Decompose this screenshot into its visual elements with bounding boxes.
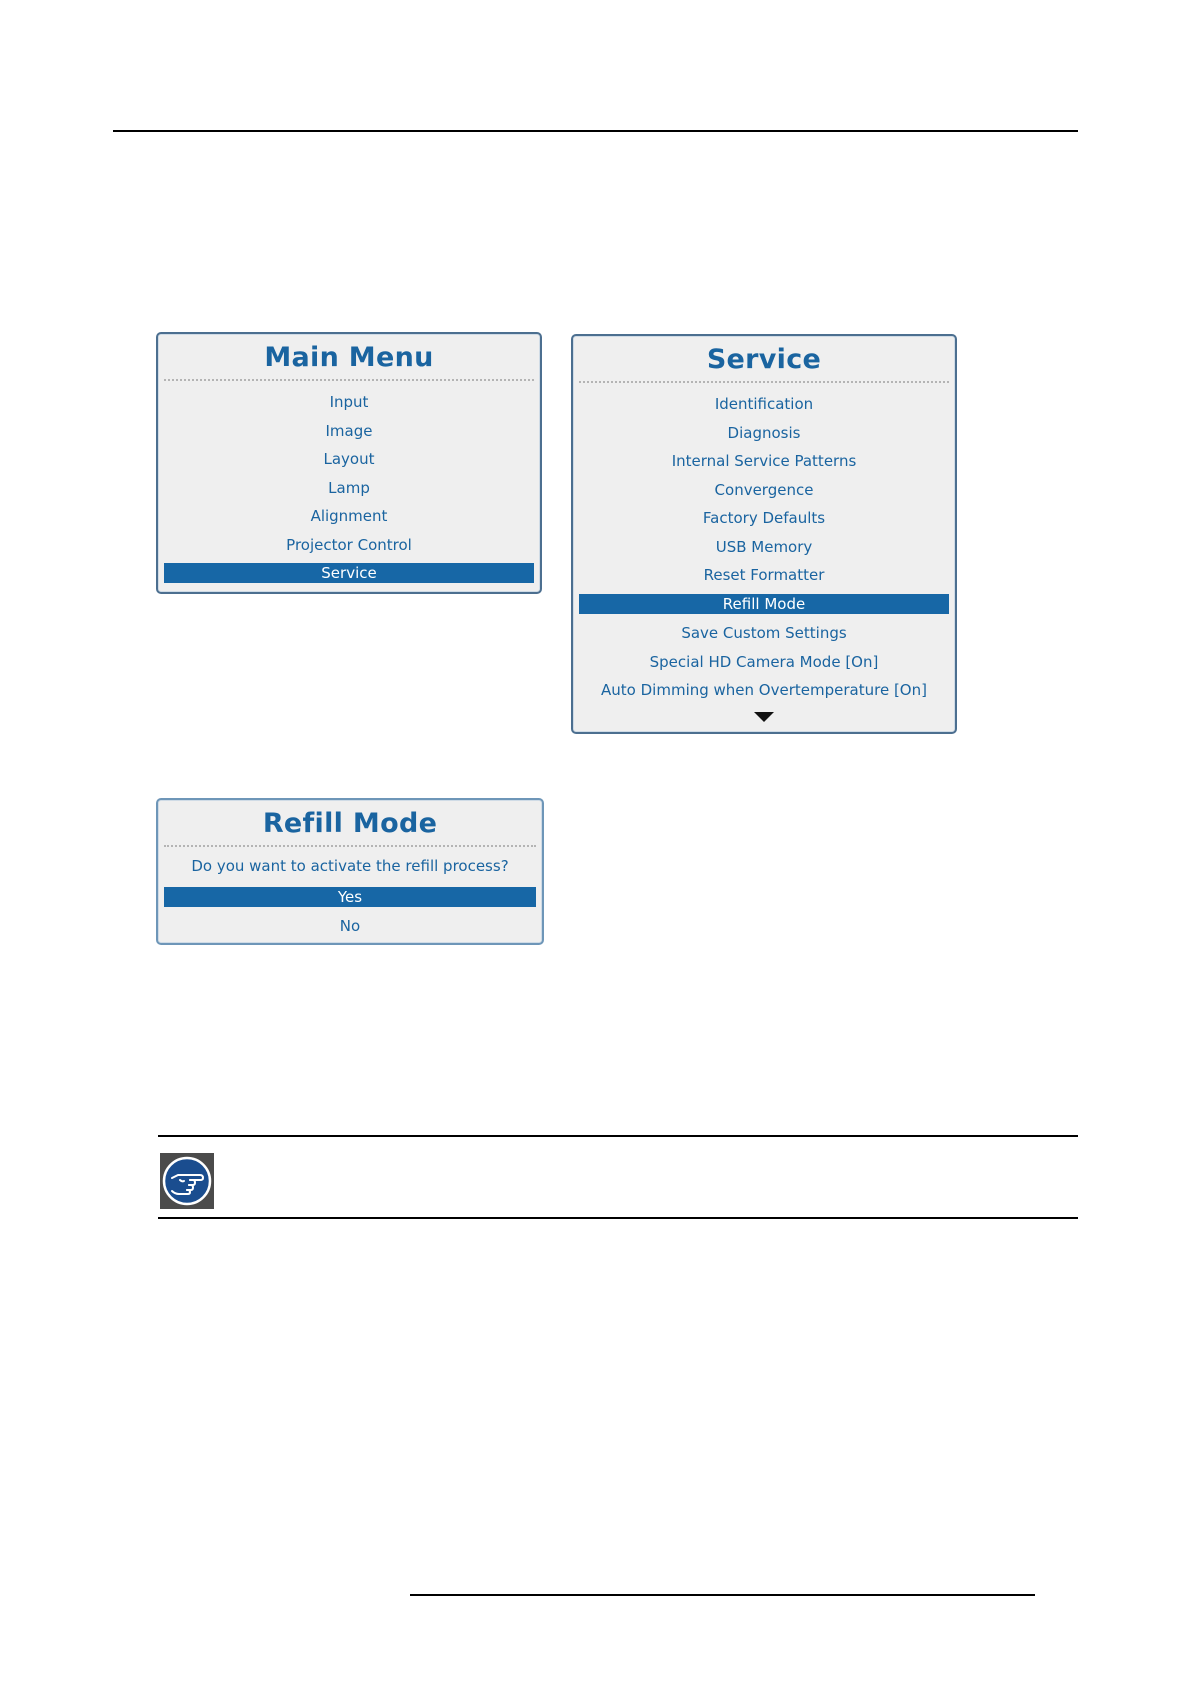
title-divider [164,379,534,381]
service-item-special-hd-camera-mode[interactable]: Special HD Camera Mode [On] [649,653,879,671]
option-no[interactable]: No [339,917,361,935]
service-item-auto-dimming[interactable]: Auto Dimming when Overtemperature [On] [601,681,927,699]
service-item-identification[interactable]: Identification [714,395,814,413]
footer-rule [410,1594,1035,1596]
main-menu-item-service[interactable]: Service [164,563,534,583]
option-yes[interactable]: Yes [164,887,536,907]
refill-question: Do you want to activate the refill process? [191,857,509,875]
main-menu-item-alignment[interactable]: Alignment [310,507,388,525]
refill-mode-dialog [156,798,544,945]
triangle-down-icon[interactable] [754,712,774,722]
main-menu-item-lamp[interactable]: Lamp [328,479,370,497]
title-divider [579,381,949,383]
service-item-save-custom-settings[interactable]: Save Custom Settings [681,624,847,642]
refill-mode-title: Refill Mode [262,808,438,839]
pointing-hand-icon [160,1153,214,1209]
main-menu-title: Main Menu [264,342,434,373]
service-item-reset-formatter[interactable]: Reset Formatter [703,566,825,584]
service-item-diagnosis[interactable]: Diagnosis [727,424,801,442]
service-menu-panel [571,334,957,734]
service-item-convergence[interactable]: Convergence [714,481,814,499]
main-menu-item-image[interactable]: Image [325,422,373,440]
main-menu-panel [156,332,542,594]
service-item-usb-memory[interactable]: USB Memory [715,538,813,556]
title-divider [164,845,536,847]
main-menu-item-layout[interactable]: Layout [323,450,375,468]
main-menu-item-projector-control[interactable]: Projector Control [286,536,412,554]
header-rule [113,130,1078,132]
note-top-rule [158,1135,1078,1137]
service-item-refill-mode[interactable]: Refill Mode [579,594,949,614]
service-item-factory-defaults[interactable]: Factory Defaults [702,509,826,527]
service-menu-title: Service [706,344,822,375]
note-bottom-rule [158,1217,1078,1219]
main-menu-item-input[interactable]: Input [329,393,369,411]
service-item-internal-service-patterns[interactable]: Internal Service Patterns [671,452,857,470]
